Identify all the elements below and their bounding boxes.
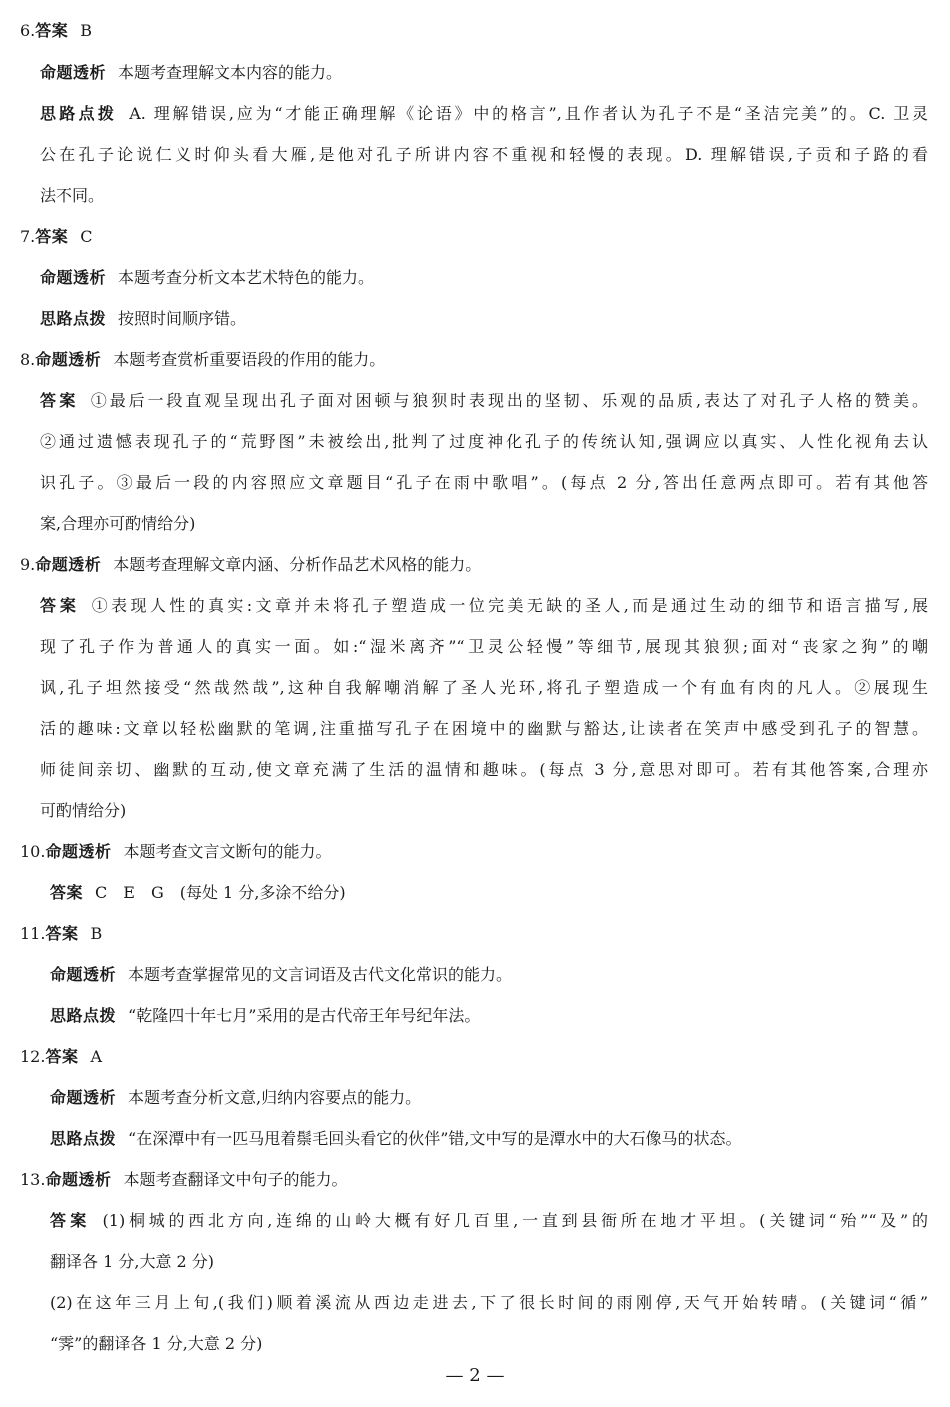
hint-label: 思路点拨: [40, 309, 107, 328]
q10-answer: C E G (每处 1 分,多涂不给分): [95, 883, 346, 902]
answer-label: 答案: [35, 21, 69, 40]
answer-label: 答案: [40, 596, 80, 615]
q13-answer-1: (1)桐城的西北方向,连绵的山岭大概有好几百里,一直到县衙所在地才平坦。(关键词“殆”“及”的: [102, 1211, 928, 1230]
analysis-label: 命题透析: [50, 1088, 117, 1107]
q13-answer-4: “霁”的翻译各 1 分,大意 2 分): [50, 1334, 263, 1353]
q10-answer-line: [50, 881, 346, 905]
q11-hint: “乾隆四十年七月”采用的是古代帝王年号纪年法。: [128, 1006, 481, 1025]
q12-analysis: 本题考查分析文意,归纳内容要点的能力。: [128, 1088, 422, 1107]
q12-answer: A: [90, 1047, 103, 1066]
q11-number: 11.: [20, 924, 46, 943]
q7-hint: 按照时间顺序错。: [118, 309, 247, 328]
q11-hint-line: [50, 1004, 480, 1028]
q13-analysis: 本题考查翻译文中句子的能力。: [123, 1170, 348, 1189]
q9-answer-1: ①表现人性的真实:文章并未将孔子塑造成一位完美无缺的圣人,而是通过生动的细节和语言描写,展: [91, 596, 928, 615]
q6-analysis: 本题考查理解文本内容的能力。: [118, 63, 343, 82]
q6-hint-1: A. 理解错误,应为“才能正确理解《论语》中的格言”,且作者认为孔子不是“圣洁完美”的。C. 卫灵: [129, 104, 928, 123]
q9-analysis: 本题考查理解文章内涵、分析作品艺术风格的能力。: [113, 555, 482, 574]
q8-number: 8.: [20, 350, 36, 369]
q8-analysis-line: [20, 348, 385, 372]
q13-answer-2: 翻译各 1 分,大意 2 分): [50, 1252, 215, 1271]
q8-answer-2: ②通过遗憾表现孔子的“荒野图”未被绘出,批判了过度神化孔子的传统认知,强调应以真实、人性化视角去认: [40, 432, 928, 451]
q9-answer-5: 师徒间亲切、幽默的互动,使文章充满了生活的温情和趣味。(每点 3 分,意思对即可。若有其他答案,合理亦: [40, 760, 928, 779]
q13-answer-line: [50, 1209, 928, 1233]
answer-label: 答案: [40, 391, 79, 410]
q12-hint-line: [50, 1127, 741, 1151]
q11-analysis: 本题考查掌握常见的文言词语及古代文化常识的能力。: [128, 965, 513, 984]
answer-label: 答案: [50, 883, 84, 902]
q6-hint-3: 法不同。: [40, 186, 105, 205]
q9-answer-6: 可酌情给分): [40, 801, 127, 820]
q9-answer-3: 讽,孔子坦然接受“然哉然哉”,这种自我解嘲消解了圣人光环,将孔子塑造成一个有血有肉的凡人。②展现生: [40, 678, 928, 697]
q11-answer-line: [20, 922, 102, 946]
q7-answer: C: [80, 227, 93, 246]
q6-answer: B: [80, 21, 93, 40]
q6-hint-line: [40, 102, 928, 126]
q7-analysis-line: [40, 266, 374, 290]
q7-answer-line: [20, 225, 93, 249]
analysis-label: 命题透析: [40, 63, 107, 82]
q11-analysis-line: [50, 963, 512, 987]
q9-answer-2: 现了孔子作为普通人的真实一面。如:“湿米离齐”“卫灵公轻慢”等细节,展现其狼狈;面对“丧家之狗”的嘲: [40, 637, 928, 656]
q9-number: 9.: [20, 555, 36, 574]
analysis-label: 命题透析: [45, 1170, 112, 1189]
q8-analysis: 本题考查赏析重要语段的作用的能力。: [113, 350, 386, 369]
q13-answer-3: (2)在这年三月上旬,(我们)顺着溪流从西边走进去,下了很长时间的雨刚停,天气开始转晴。(关键词“循”: [50, 1293, 928, 1312]
answer-label: 答案: [50, 1211, 91, 1230]
analysis-label: 命题透析: [45, 842, 112, 861]
q12-hint: “在深潭中有一匹马甩着鬃毛回头看它的伙伴”错,文中写的是潭水中的大石像马的状态。: [128, 1129, 742, 1148]
q13-analysis-line: [20, 1168, 347, 1192]
analysis-label: 命题透析: [35, 350, 102, 369]
q9-analysis-line: [20, 553, 481, 577]
q11-answer: B: [90, 924, 103, 943]
q9-answer-line: [40, 594, 928, 618]
q7-hint-line: [40, 307, 246, 331]
q12-analysis-line: [50, 1086, 421, 1110]
answer-label: 答案: [45, 924, 79, 943]
q9-answer-4: 活的趣味:文章以轻松幽默的笔调,注重描写孔子在困境中的幽默与豁达,让读者在笑声中感受到孔子的智慧。: [40, 719, 928, 738]
q8-answer-1: ①最后一段直观呈现出孔子面对困顿与狼狈时表现出的坚韧、乐观的品质,表达了对孔子人格的赞美。: [90, 391, 928, 410]
q13-number: 13.: [20, 1170, 46, 1189]
q6-answer-line: [20, 19, 92, 43]
answer-label: 答案: [35, 227, 69, 246]
analysis-label: 命题透析: [35, 555, 102, 574]
q6-number: 6.: [20, 21, 36, 40]
q6-analysis-line: [40, 61, 342, 85]
q10-number: 10.: [20, 842, 46, 861]
analysis-label: 命题透析: [40, 268, 107, 287]
hint-label: 思路点拨: [50, 1129, 117, 1148]
q10-analysis: 本题考查文言文断句的能力。: [123, 842, 332, 861]
q7-number: 7.: [20, 227, 36, 246]
hint-label: 思路点拨: [50, 1006, 117, 1025]
q8-answer-4: 案,合理亦可酌情给分): [40, 514, 196, 533]
answer-label: 答案: [45, 1047, 79, 1066]
page-number: — 2 —: [445, 1365, 505, 1386]
q12-number: 12.: [20, 1047, 46, 1066]
q10-analysis-line: [20, 840, 331, 864]
q8-answer-3: 识孔子。③最后一段的内容照应文章题目“孔子在雨中歌唱”。(每点 2 分,答出任意两点即可。若有其他答: [40, 473, 928, 492]
q8-answer-line: [40, 389, 928, 413]
hint-label: 思路点拨: [40, 104, 118, 123]
q6-hint-2: 公在孔子论说仁义时仰头看大雁,是他对孔子所讲内容不重视和轻慢的表现。D. 理解错误,子贡和子路的看: [40, 145, 928, 164]
analysis-label: 命题透析: [50, 965, 117, 984]
q7-analysis: 本题考查分析文本艺术特色的能力。: [118, 268, 375, 287]
q12-answer-line: [20, 1045, 102, 1069]
